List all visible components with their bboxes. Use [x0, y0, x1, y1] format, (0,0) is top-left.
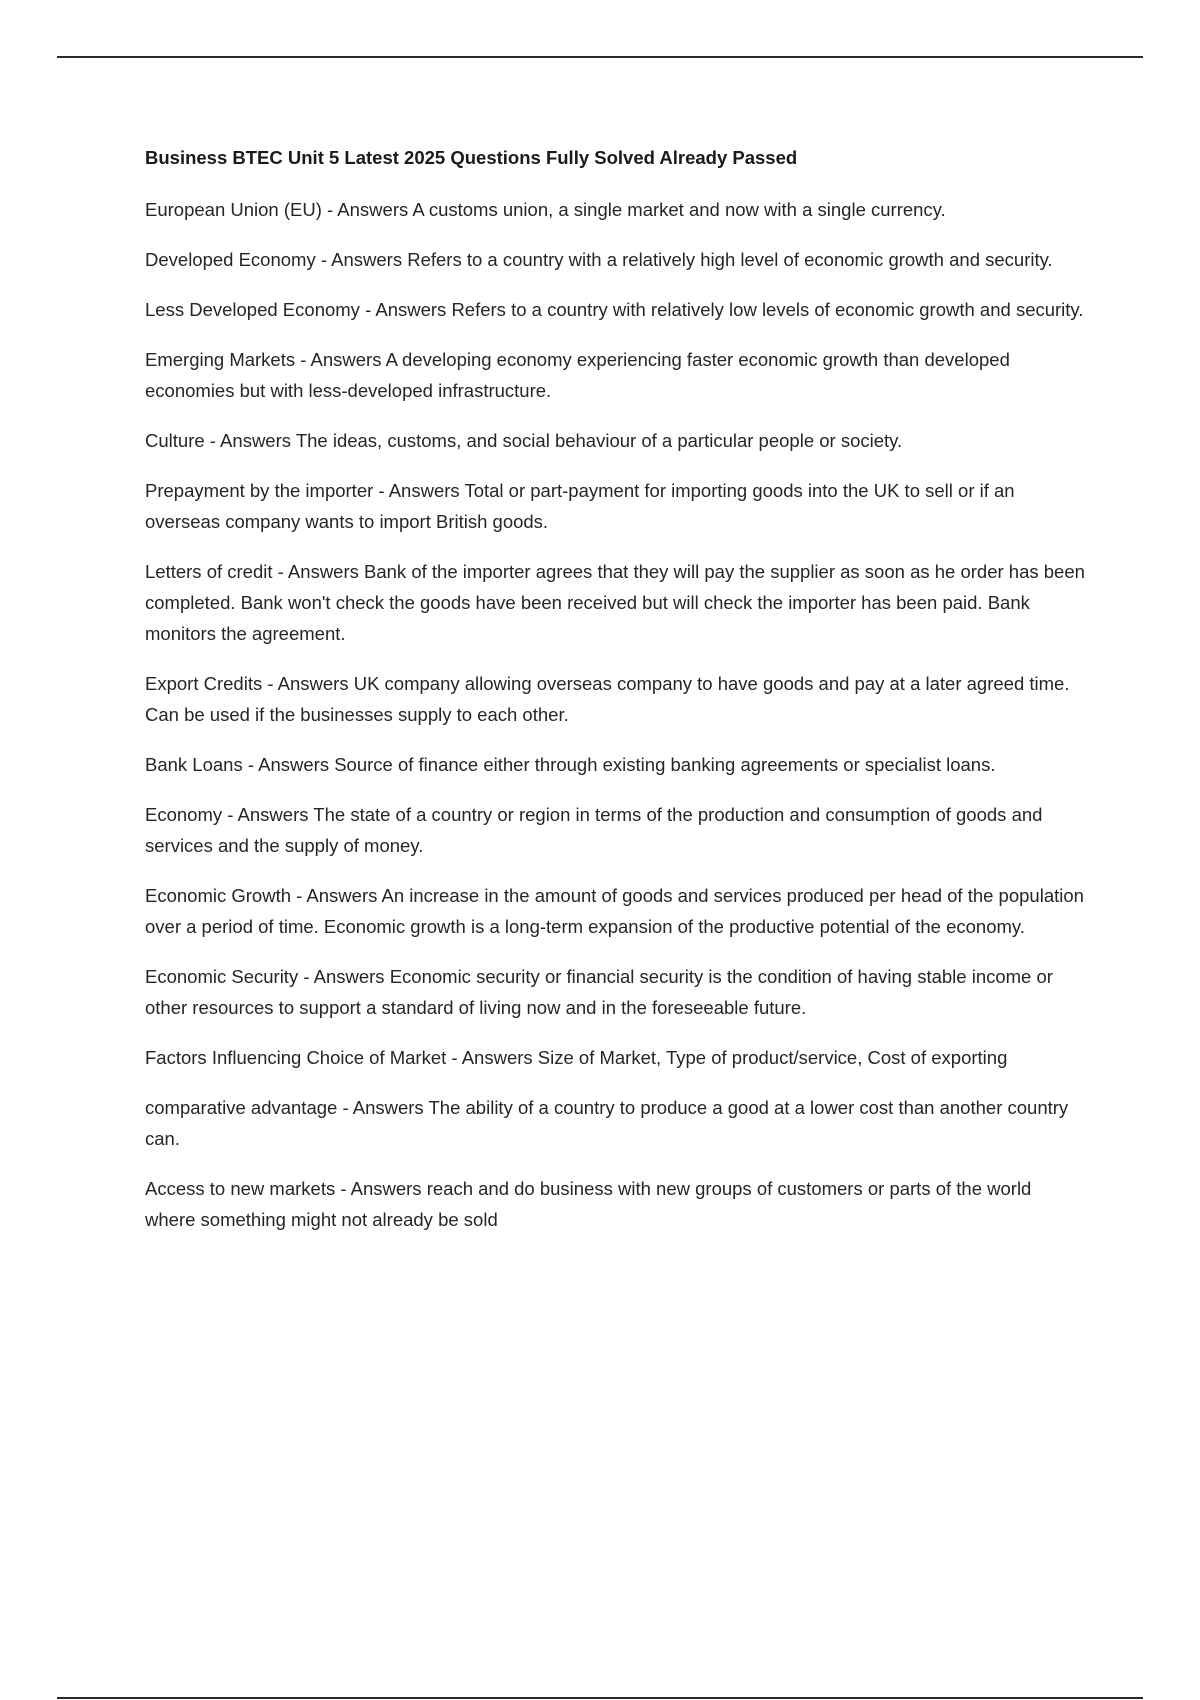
entry-answer: An increase in the amount of goods and services produced per head of the population over a period of time. Economic growth is a long-term expansion of the productive potential of the economy. — [145, 885, 1084, 937]
entry-term: Economic Security — [145, 966, 299, 987]
entry-term: Developed Economy — [145, 249, 316, 270]
qa-entry — [145, 194, 1085, 225]
entry-answer: Source of finance either through existing banking agreements or specialist loans. — [334, 754, 996, 775]
entry-separator: - Answers — [272, 561, 365, 582]
qa-entry — [145, 1092, 1085, 1154]
qa-entry — [145, 244, 1085, 275]
entry-answer: A developing economy experiencing faster economic growth than developed economies but with less-developed infrastructure. — [145, 349, 1010, 401]
qa-entry — [145, 961, 1085, 1023]
entry-answer: Refers to a country with a relatively high level of economic growth and security. — [407, 249, 1053, 270]
qa-entry — [145, 799, 1085, 861]
entry-answer: Total or part-payment for importing goods into the UK to sell or if an overseas company wants to import British goods. — [145, 480, 1015, 532]
header-rule — [57, 56, 1143, 58]
qa-entry — [145, 880, 1085, 942]
entry-answer: Refers to a country with relatively low levels of economic growth and security. — [451, 299, 1084, 320]
entry-separator: - Answers — [298, 966, 390, 987]
qa-entry — [145, 749, 1085, 780]
document-title: Business BTEC Unit 5 Latest 2025 Questions Fully Solved Already Passed — [145, 147, 798, 168]
entry-separator: - Answers — [373, 480, 465, 501]
entry-separator: - Answers — [335, 1178, 427, 1199]
entry-answer: The state of a country or region in terms of the production and consumption of goods and services and the supply of money. — [145, 804, 1043, 856]
entry-term: European Union (EU) — [145, 199, 322, 220]
entry-term: comparative advantage — [145, 1097, 338, 1118]
qa-entry — [145, 668, 1085, 730]
entry-separator: - Answers — [337, 1097, 429, 1118]
entry-term: Prepayment by the importer — [145, 480, 374, 501]
entry-term: Culture — [145, 430, 205, 451]
qa-entry — [145, 344, 1085, 406]
entry-answer: Bank of the importer agrees that they will pay the supplier as soon as he order has been completed. Bank won't check the goods have been received but will check the importer has been paid. Bank monitors the agreement. — [145, 561, 1085, 644]
qa-entry — [145, 1042, 1085, 1073]
entry-separator: - Answers — [204, 430, 296, 451]
entry-separator: - Answers — [295, 349, 386, 370]
entry-answer: UK company allowing overseas company to have goods and pay at a later agreed time. Can be used if the businesses supply to each other. — [145, 673, 1070, 725]
entry-separator: - Answers — [242, 754, 335, 775]
entry-term: Emerging Markets — [145, 349, 296, 370]
footer-rule — [57, 1697, 1143, 1699]
document-body — [145, 143, 1085, 1254]
entry-separator: - Answers — [446, 1047, 538, 1068]
entry-answer: reach and do business with new groups of customers or parts of the world where something might not already be sold — [145, 1178, 1032, 1230]
entry-term: Bank Loans — [145, 754, 243, 775]
qa-entry — [145, 425, 1085, 456]
entry-separator: - Answers — [291, 885, 382, 906]
entry-separator: - Answers — [359, 299, 452, 320]
qa-entry — [145, 294, 1085, 325]
entry-answer: Economic security or financial security is the condition of having stable income or other resources to support a standard of living now and in the foreseeable future. — [145, 966, 1053, 1018]
entry-term: Less Developed Economy — [145, 299, 360, 320]
entry-answer: A customs union, a single market and now with a single currency. — [412, 199, 946, 220]
qa-entry — [145, 556, 1085, 649]
entry-separator: - Answers — [262, 673, 354, 694]
entry-term: Access to new markets — [145, 1178, 336, 1199]
entry-separator: - Answers — [321, 199, 413, 220]
entry-answer: The ideas, customs, and social behaviour of a particular people or society. — [295, 430, 903, 451]
qa-entry — [145, 1173, 1085, 1235]
entry-answer: The ability of a country to produce a good at a lower cost than another country can. — [145, 1097, 1069, 1149]
entry-answer: Size of Market, Type of product/service, Cost of exporting — [537, 1047, 1008, 1068]
entry-term: Letters of credit — [145, 561, 273, 582]
entry-term: Economy — [145, 804, 223, 825]
entry-separator: - Answers — [222, 804, 314, 825]
entry-term: Economic Growth — [145, 885, 291, 906]
entry-separator: - Answers — [315, 249, 408, 270]
entry-term: Export Credits — [145, 673, 263, 694]
entry-term: Factors Influencing Choice of Market — [145, 1047, 447, 1068]
qa-entry — [145, 475, 1085, 537]
